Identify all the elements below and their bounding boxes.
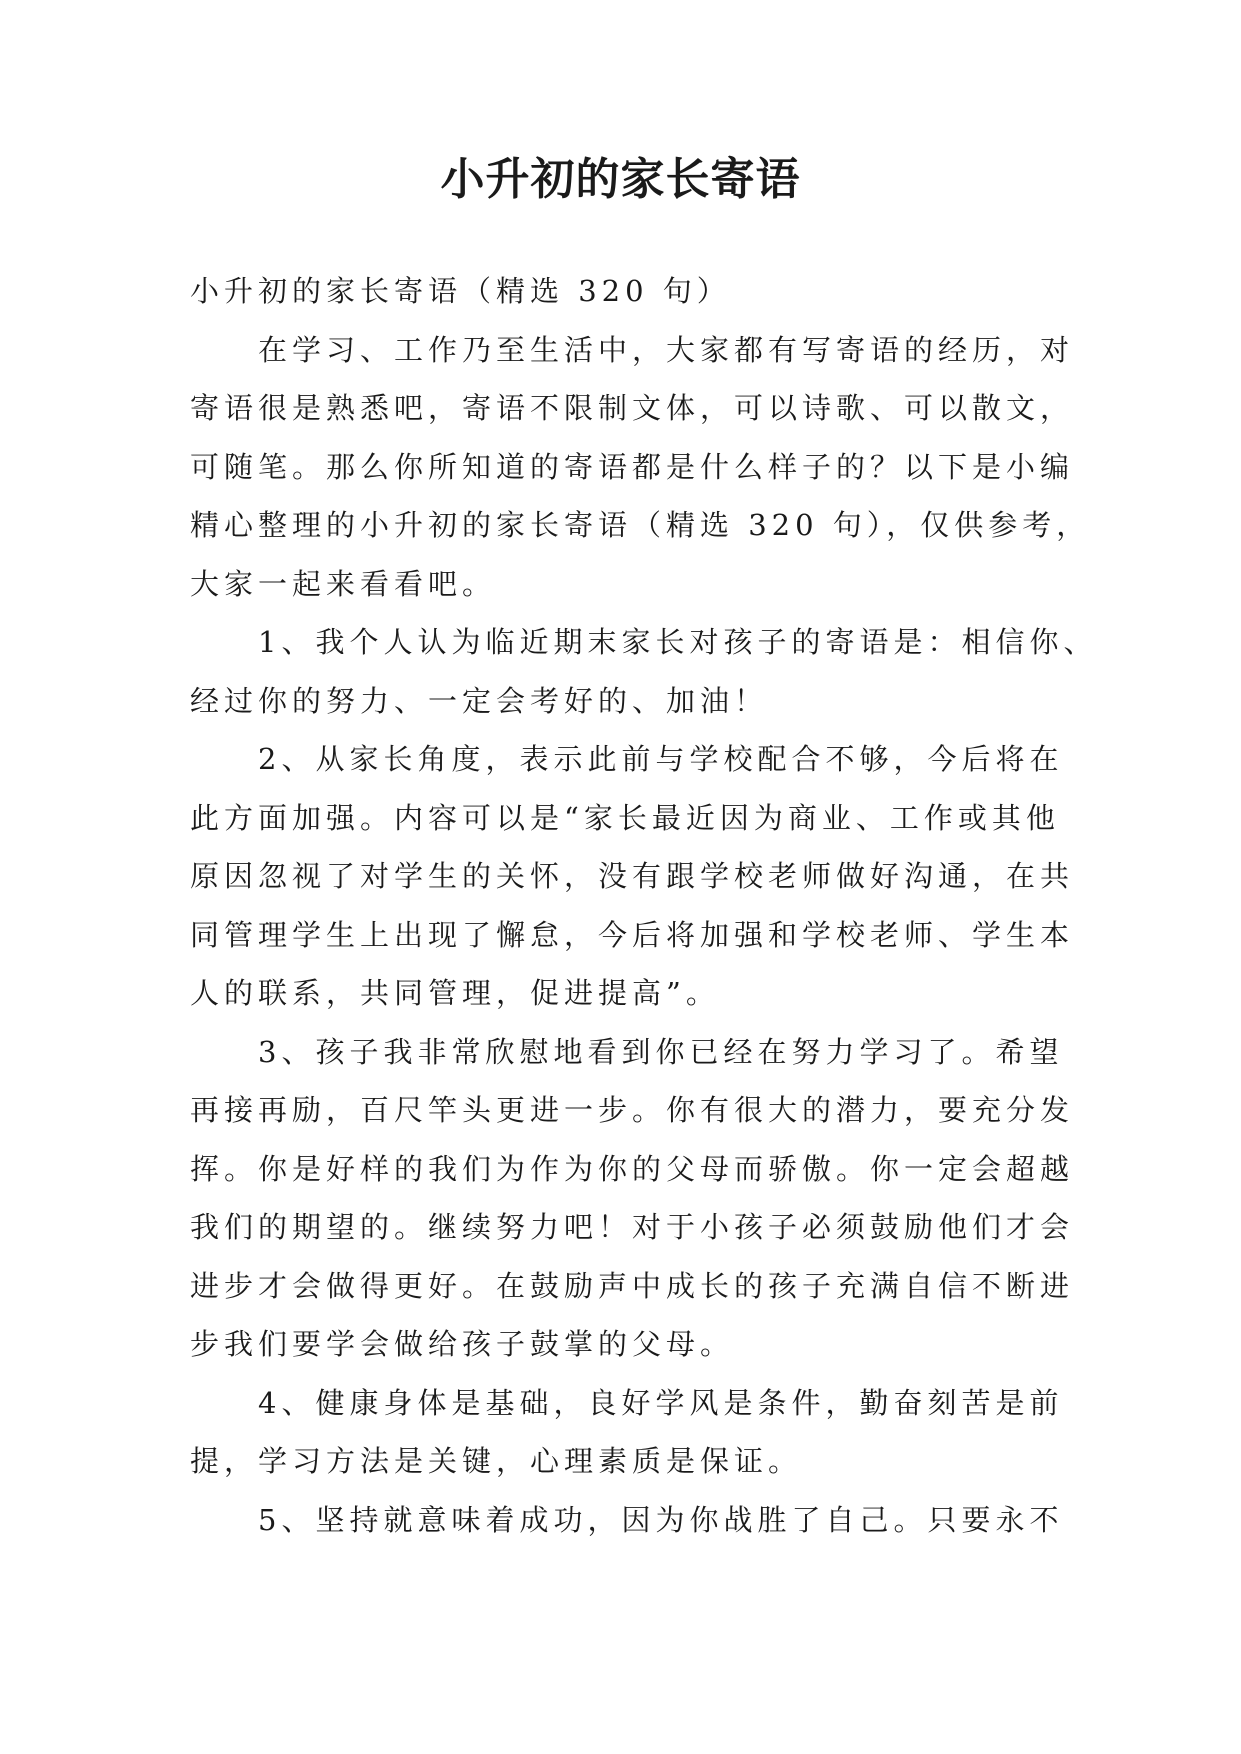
text-line: 我们的期望的。继续努力吧！对于小孩子必须鼓励他们才会 bbox=[190, 1210, 1075, 1244]
text-line: 1、我个人认为临近期末家长对孩子的寄语是：相信你、 bbox=[258, 625, 1098, 659]
text-line: 进步才会做得更好。在鼓励声中成长的孩子充满自信不断进 bbox=[190, 1268, 1075, 1303]
text-line: 可随笔。那么你所知道的寄语都是什么样子的？以下是小编 bbox=[190, 449, 1075, 484]
text-line: 2、从家长角度，表示此前与学校配合不够，今后将在 bbox=[258, 742, 1064, 776]
text-line: 寄语很是熟悉吧，寄语不限制文体，可以诗歌、可以散文， bbox=[190, 391, 1075, 425]
text-line: 提，学习方法是关键，心理素质是保证。 bbox=[190, 1444, 803, 1478]
text-line: 5、坚持就意味着成功，因为你战胜了自己。只要永不 bbox=[258, 1502, 1064, 1537]
text-line: 步我们要学会做给孩子鼓掌的父母。 bbox=[190, 1327, 735, 1361]
text-line: 在学习、工作乃至生活中，大家都有写寄语的经历，对 bbox=[258, 332, 1075, 367]
text-line: 此方面加强。内容可以是“家长最近因为商业、工作或其他 bbox=[190, 800, 1060, 835]
text-line: 人的联系，共同管理，促进提高”。 bbox=[190, 976, 720, 1010]
document-body bbox=[190, 262, 1098, 1549]
text-line: 小升初的家长寄语（精选 320 句） bbox=[190, 274, 731, 308]
text-line: 同管理学生上出现了懈怠，今后将加强和学校老师、学生本 bbox=[190, 917, 1075, 952]
document-title: 小升初的家长寄语 bbox=[440, 154, 801, 205]
text-line: 再接再励，百尺竿头更进一步。你有很大的潜力，要充分发 bbox=[190, 1093, 1075, 1127]
text-line: 精心整理的小升初的家长寄语（精选 320 句），仅供参考， bbox=[190, 508, 1091, 542]
text-line: 挥。你是好样的我们为作为你的父母而骄傲。你一定会超越 bbox=[190, 1151, 1075, 1186]
text-line: 3、孩子我非常欣慰地看到你已经在努力学习了。希望 bbox=[258, 1034, 1064, 1069]
text-line: 原因忽视了对学生的关怀，没有跟学校老师做好沟通，在共 bbox=[190, 859, 1075, 893]
text-line: 大家一起来看看吧。 bbox=[190, 566, 497, 601]
text-line: 4、健康身体是基础，良好学风是条件，勤奋刻苦是前 bbox=[258, 1385, 1064, 1420]
text-line: 经过你的努力、一定会考好的、加油！ bbox=[190, 683, 769, 718]
